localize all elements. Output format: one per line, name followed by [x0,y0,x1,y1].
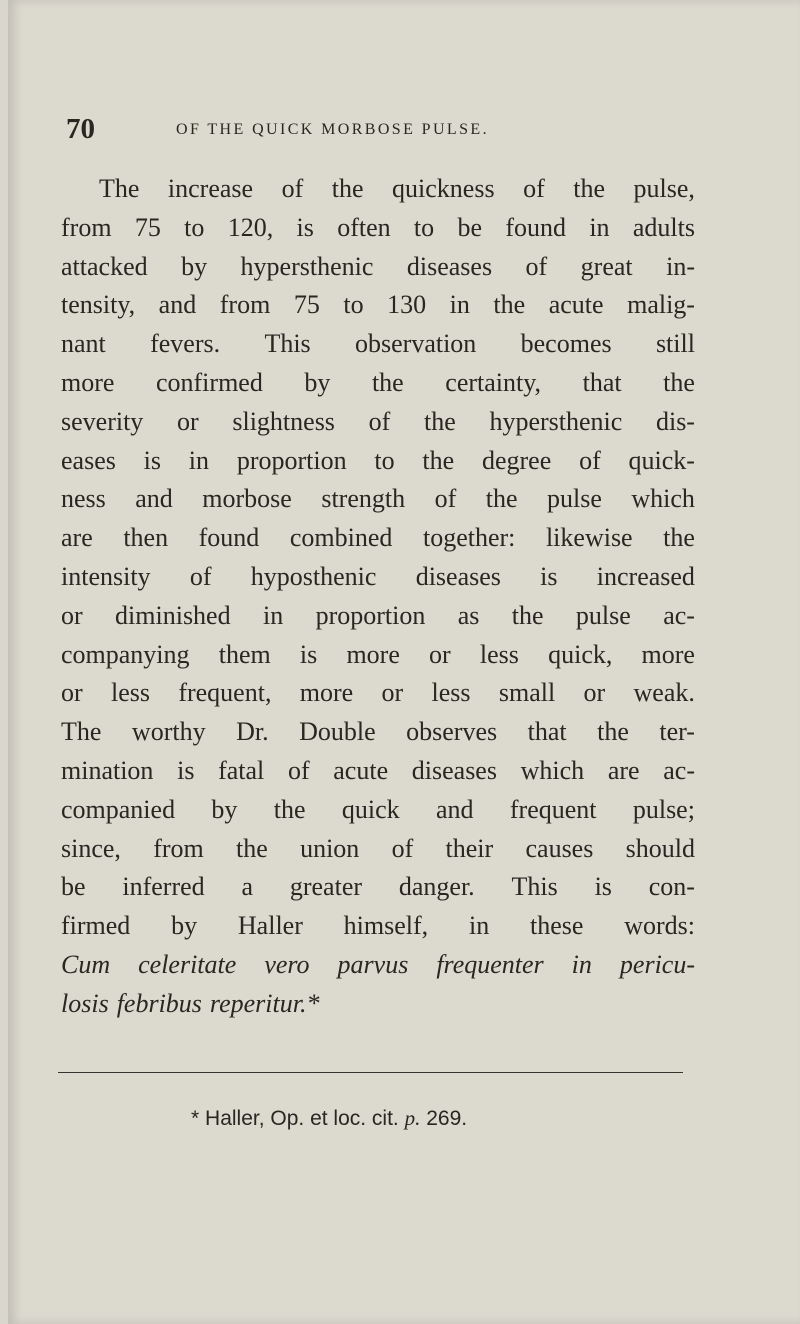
text-line: ness and morbose strength of the pulse which [61,484,695,514]
latin-quote-line: losis febribus reperitur.* [61,988,320,1018]
text-line: more confirmed by the certainty, that the [61,367,695,397]
text-line: attacked by hypersthenic diseases of great in- [61,251,695,281]
footnote-text: Haller, Op. et loc. cit. [205,1107,399,1130]
footnote-page: 269. [426,1107,468,1130]
text-line: intensity of hyposthenic diseases is increased [61,561,695,591]
text-line: tensity, and from 75 to 130 in the acute malig- [61,290,695,320]
text-line: eases is in proportion to the degree of quick- [61,445,695,475]
book-page [8,0,800,1324]
text-line: The increase of the quickness of the pulse, [99,174,695,203]
text-line: companied by the quick and frequent pulse; [61,794,695,824]
text-line: companying them is more or less quick, more [61,639,695,669]
page-number: 70 [66,113,95,145]
text-line: or less frequent, more or less small or weak. [61,678,695,708]
text-line: mination is fatal of acute diseases which are ac- [61,755,695,785]
text-line: firmed by Haller himself, in these words: [61,911,695,941]
footnote [191,1106,467,1131]
text-line: are then found combined together: likewise the [61,523,695,553]
footnote-page-abbrev: p. [404,1106,421,1130]
page-header [66,113,700,153]
footnote-marker: * [191,1107,200,1130]
text-line: or diminished in proportion as the pulse ac- [61,600,695,630]
latin-quote-line: Cum celeritate vero parvus frequenter in pericu- [61,949,695,979]
text-line: severity or slightness of the hypersthenic dis- [61,406,695,436]
text-line: since, from the union of their causes should [61,833,695,863]
text-line: from 75 to 120, is often to be found in adults [61,212,695,242]
text-line: nant fevers. This observation becomes still [61,329,695,359]
footnote-rule [58,1072,683,1073]
text-line: The worthy Dr. Double observes that the ter- [61,717,695,747]
running-title: OF THE QUICK MORBOSE PULSE. [176,121,489,138]
text-line: be inferred a greater danger. This is con- [61,872,695,902]
body-text [61,170,695,1024]
